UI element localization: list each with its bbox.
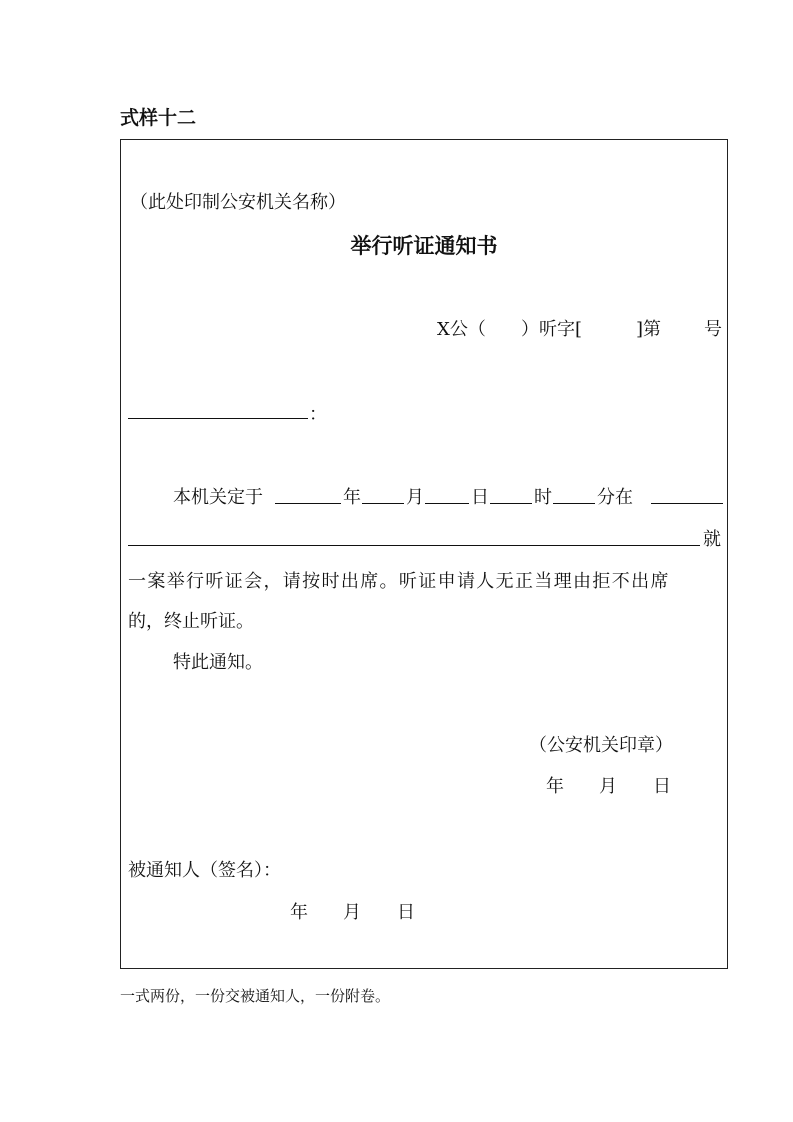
recipient-sign-label: 被通知人（签名）： — [128, 860, 281, 881]
body-year: 年 — [343, 487, 361, 508]
recipient-name-line — [128, 418, 308, 419]
org-name-placeholder: （此处印制公安机关名称） — [130, 192, 346, 213]
form-style-number: 式样十二 — [120, 107, 197, 129]
place-blank-line — [651, 503, 723, 504]
doc-number-mid: ）听字[ — [521, 319, 583, 340]
copies-note: 一式两份，一份交被通知人，一份附卷。 — [120, 987, 391, 1005]
recipient-colon: ： — [309, 404, 327, 425]
sign-month: 月 — [343, 902, 361, 923]
document-title: 举行听证通知书 — [350, 234, 498, 258]
body-intro: 本机关定于 — [173, 487, 263, 508]
body-hour: 时 — [534, 487, 552, 508]
body-minute: 分在 — [597, 487, 633, 508]
year-blank-line — [275, 503, 341, 504]
doc-number-prefix: X公（ — [437, 319, 486, 340]
seal-day: 日 — [653, 776, 671, 797]
case-blank-line — [128, 545, 700, 546]
seal-month: 月 — [599, 776, 617, 797]
body-line-3: 一案举行听证会，请按时出席。听证申请人无正当理由拒不出席 — [128, 571, 670, 592]
form-frame — [120, 139, 728, 969]
sign-year: 年 — [290, 902, 308, 923]
body-day: 日 — [471, 487, 489, 508]
doc-number-suffix: 号 — [704, 319, 722, 340]
sign-day: 日 — [397, 902, 415, 923]
hour-blank-line — [490, 503, 532, 504]
day-blank-line — [425, 503, 469, 504]
seal-label: （公安机关印章） — [529, 735, 673, 756]
seal-year: 年 — [546, 776, 564, 797]
body-line-4: 的，终止听证。 — [128, 611, 254, 632]
body-month: 月 — [406, 487, 424, 508]
month-blank-line — [362, 503, 404, 504]
doc-number-mid2: ]第 — [636, 319, 662, 340]
body-end-char: 就 — [703, 529, 721, 550]
notice-text: 特此通知。 — [173, 652, 263, 673]
minute-blank-line — [553, 503, 595, 504]
